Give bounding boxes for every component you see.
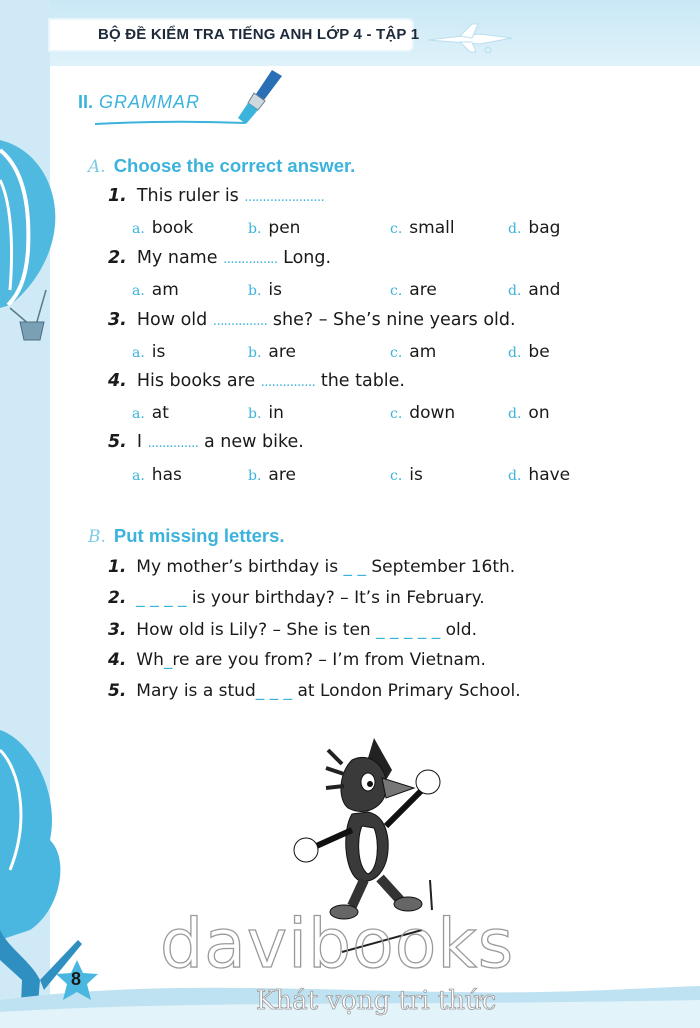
answer-blank[interactable]: ............... — [212, 314, 268, 329]
fill-item-3 — [108, 620, 477, 640]
missing-letters-blank[interactable]: _ _ _ _ — [136, 588, 187, 608]
question-number: 5. — [108, 432, 127, 452]
question-text-after: Long. — [283, 248, 332, 268]
option-text: pen — [268, 218, 301, 238]
paintbrush-icon — [236, 66, 288, 126]
missing-letters-blank[interactable]: _ _ — [343, 557, 366, 577]
option-text: in — [268, 403, 284, 423]
item-text-before: Mary is a stud — [136, 681, 256, 701]
hot-air-balloon-icon — [0, 140, 60, 350]
item-number: 5. — [108, 681, 127, 701]
option-letter: d. — [508, 468, 522, 484]
fill-item-2 — [108, 588, 485, 608]
item-number: 3. — [108, 620, 127, 640]
option-text: am — [409, 342, 437, 362]
option-5-b[interactable] — [248, 465, 296, 485]
part-a-letter: A. — [88, 157, 106, 177]
option-letter: a. — [132, 283, 145, 299]
option-5-a[interactable] — [132, 465, 182, 485]
option-4-a[interactable] — [132, 403, 169, 423]
option-text: is — [409, 465, 423, 485]
option-text: have — [528, 465, 571, 485]
option-text: be — [528, 342, 550, 362]
option-letter: b. — [248, 468, 262, 484]
missing-letters-blank[interactable]: _ _ _ — [255, 681, 293, 701]
part-b-title: Put missing letters. — [113, 525, 285, 546]
option-text: small — [409, 218, 455, 238]
option-letter: b. — [248, 406, 262, 422]
part-b-letter: B. — [88, 527, 106, 547]
option-text: at — [151, 403, 169, 423]
missing-letters-blank[interactable]: _ — [163, 650, 173, 670]
option-3-d[interactable] — [508, 342, 550, 362]
option-letter: d. — [508, 283, 522, 299]
option-1-d[interactable] — [508, 218, 560, 238]
item-text-before: Wh — [136, 650, 164, 670]
option-text: is — [268, 280, 283, 300]
option-1-a[interactable] — [132, 218, 193, 238]
option-2-d[interactable] — [508, 280, 560, 300]
option-text: are — [268, 342, 296, 362]
option-letter: c. — [390, 406, 403, 422]
option-5-d[interactable] — [508, 465, 570, 485]
option-text: is — [151, 342, 166, 362]
question-text-after: a new bike. — [204, 432, 304, 452]
part-a-title: Choose the correct answer. — [113, 155, 356, 176]
option-text: are — [409, 280, 437, 300]
option-letter: c. — [390, 221, 403, 237]
fill-item-1 — [108, 557, 515, 577]
option-1-b[interactable] — [248, 218, 300, 238]
question-2 — [108, 248, 331, 268]
option-letter: a. — [132, 406, 145, 422]
option-2-a[interactable] — [132, 280, 179, 300]
option-letter: b. — [248, 221, 262, 237]
option-text: and — [528, 280, 561, 300]
option-4-d[interactable] — [508, 403, 550, 423]
question-number: 1. — [108, 186, 127, 206]
question-text-after: the table. — [320, 371, 405, 391]
item-text-after: at London Primary School. — [292, 681, 521, 701]
question-text: This ruler is — [136, 186, 239, 206]
option-letter: a. — [132, 221, 145, 237]
airplane-icon — [420, 20, 520, 56]
header-banner — [50, 20, 420, 50]
item-text-before: My mother’s birthday is — [136, 557, 344, 577]
item-text-after: September 16th. — [365, 557, 516, 577]
question-number: 3. — [108, 310, 127, 330]
page-number: 8 — [70, 969, 81, 989]
part-b-heading — [88, 525, 285, 547]
section-number: II. — [78, 92, 94, 112]
option-1-c[interactable] — [390, 218, 455, 238]
answer-blank[interactable]: ............... — [260, 375, 316, 390]
option-letter: c. — [390, 283, 403, 299]
answer-blank[interactable]: ............... — [223, 252, 278, 267]
answer-blank[interactable]: ...................... — [244, 190, 325, 205]
option-text: has — [151, 465, 182, 485]
option-letter: b. — [248, 283, 262, 299]
question-text: His books are — [136, 371, 256, 391]
question-5 — [108, 432, 304, 452]
missing-letters-blank[interactable]: _ _ _ _ _ — [376, 620, 441, 640]
fill-item-4 — [108, 650, 486, 670]
option-3-b[interactable] — [248, 342, 296, 362]
option-letter: d. — [508, 406, 522, 422]
item-text-after: is your birthday? – It’s in February. — [186, 588, 485, 608]
section-title: GRAMMAR — [99, 92, 201, 112]
option-letter: b. — [248, 345, 262, 361]
option-text: are — [268, 465, 296, 485]
question-number: 4. — [108, 371, 127, 391]
question-1 — [108, 186, 324, 206]
option-letter: c. — [390, 468, 403, 484]
section-heading — [78, 92, 200, 113]
item-text-before: How old is Lily? – She is ten — [136, 620, 377, 640]
option-2-c[interactable] — [390, 280, 437, 300]
watermark-brand: davibooks — [160, 905, 515, 984]
heading-underline — [95, 120, 245, 126]
question-number: 2. — [108, 248, 127, 268]
option-text: on — [528, 403, 550, 423]
part-a-heading — [88, 155, 355, 177]
option-4-c[interactable] — [390, 403, 455, 423]
item-text-after: re are you from? – I’m from Vietnam. — [172, 650, 486, 670]
option-letter: d. — [508, 221, 522, 237]
question-4 — [108, 371, 405, 391]
question-text: My name — [136, 248, 218, 268]
option-letter: a. — [132, 468, 145, 484]
item-number: 1. — [108, 557, 127, 577]
question-text: How old — [136, 310, 208, 330]
watermark-tagline: Khát vọng tri thức — [256, 986, 497, 1016]
option-text: down — [409, 403, 456, 423]
item-number: 2. — [108, 588, 127, 608]
option-3-c[interactable] — [390, 342, 436, 362]
option-2-b[interactable] — [248, 280, 282, 300]
option-text: book — [151, 218, 194, 238]
question-text-after: she? – She’s nine years old. — [272, 310, 516, 330]
answer-blank[interactable]: .............. — [147, 436, 199, 451]
option-text: am — [151, 280, 179, 300]
item-text-after: old. — [440, 620, 477, 640]
question-3 — [108, 310, 516, 330]
option-5-c[interactable] — [390, 465, 423, 485]
option-letter: a. — [132, 345, 145, 361]
question-text: I — [136, 432, 142, 452]
option-4-b[interactable] — [248, 403, 284, 423]
option-letter: d. — [508, 345, 522, 361]
fill-item-5 — [108, 681, 521, 701]
option-text: bag — [528, 218, 561, 238]
book-title: BỘ ĐỀ KIỂM TRA TIẾNG ANH LỚP 4 - TẬP 1 — [98, 26, 420, 43]
option-3-a[interactable] — [132, 342, 165, 362]
option-letter: c. — [390, 345, 403, 361]
item-number: 4. — [108, 650, 127, 670]
